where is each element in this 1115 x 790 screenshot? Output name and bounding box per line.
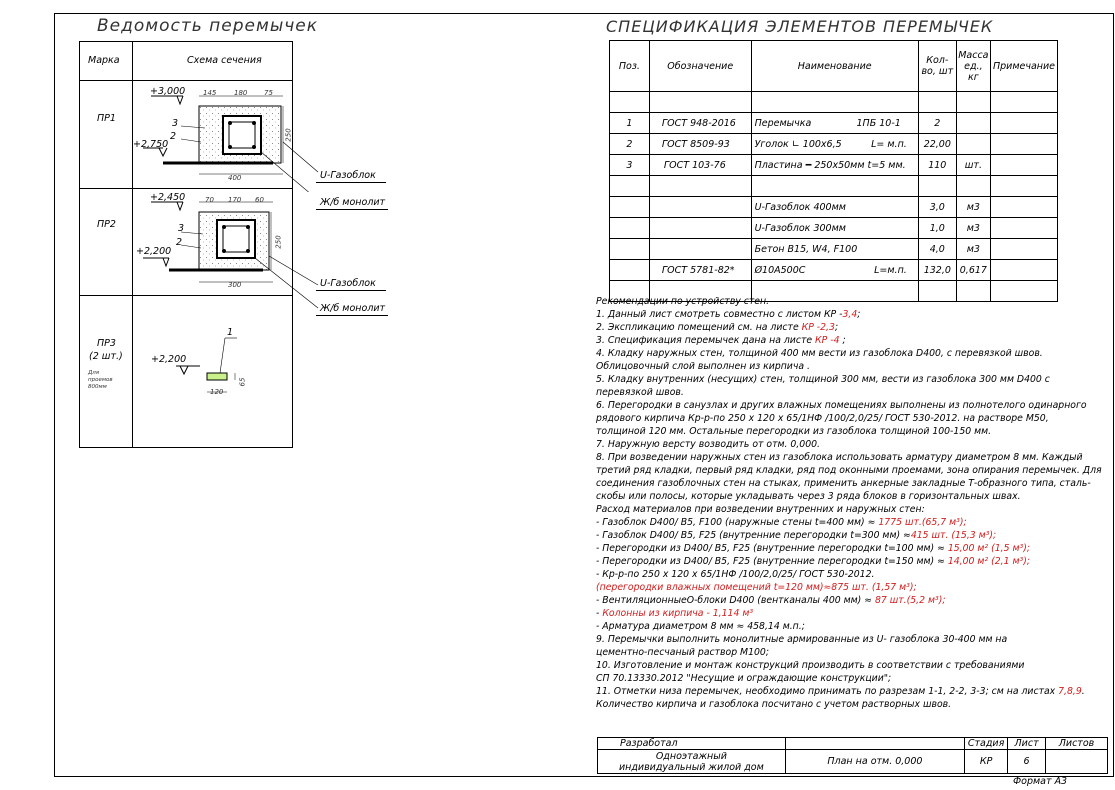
note-line: СП 70.13330.2012 "Несущие и ограждающие конструкции"; [596,673,892,684]
stamp-sheet-title: План на отм. 0,000 [785,750,964,774]
pr2-dim-total: 300 [228,281,242,289]
note-line: 4. Кладку наружных стен, толщиной 400 мм вести из газоблока D400, с перевязкой швов. [596,348,1043,359]
stamp-sheet: 6 [1008,750,1046,774]
pr2-callout-2: 2 [176,237,183,248]
mark-pr3-note: Для проемов 800мм [88,370,113,390]
table-row: U-Газоблок 300мм 1,0 м3 [610,218,1058,239]
note-line: 7. Наружную версту возводить от отм. 0,000. [596,439,820,450]
note-line: - Газоблок D400/ B5, F25 (внутренние перегородки t=300 мм) ≈415 шт. (15,3 м³); [596,530,997,541]
mark-pr3-qty: (2 шт.) [89,351,123,362]
note-line: перевязкой швов. [596,387,684,398]
note-line: 8. При возведении наружных стен из газоблока использовать арматуру диаметром 8 мм. Каждый [596,452,1083,463]
table-row: U-Газоблок 400мм 3,0 м3 [610,197,1058,218]
note-line: 5. Кладку внутренних (несущих) стен, толщиной 300 мм, вести из газоблока 300 мм D400 с [596,374,1050,385]
pr1-dim-height: 250 [284,128,293,142]
header-scheme: Схема сечения [187,55,262,66]
pr1-bottom-level: +2,750 [133,139,169,150]
note-line: Облицовочный слой выполнен из кирпича . [596,361,810,372]
spec-title: СПЕЦИФИКАЦИЯ ЭЛЕМЕНТОВ ПЕРЕМЫЧЕК [606,17,994,36]
pr2-callout-3: 3 [178,223,185,234]
note-line: - Арматура диаметром 8 мм ≈ 458,14 м.п.; [596,621,805,632]
note-line: толщиной 120 мм. Остальные перегородки из газоблока толщиной 100-150 мм. [596,426,992,437]
pr2-top-level: +2,450 [150,192,186,203]
pr2-label-block: U-Газоблок [320,278,376,289]
note-line: Расход материалов при возведении внутренних и наружных стен: [596,504,925,515]
note-line: 10. Изготовление и монтаж конструкций производить в соответствии с требованиями [596,660,1025,671]
pr2-dim-b: 170 [228,196,242,204]
format-label: Формат А3 [1013,776,1068,787]
pr1-dim-b: 180 [234,89,248,97]
pr2-dim-c: 60 [255,196,264,204]
note-line: скобы или полосы, которые укладывать через 3 ряда блоков в горизонтальных швах. [596,491,1021,502]
section-pr2-drawing [133,190,393,310]
mark-pr3: ПР3 [97,338,116,349]
pr1-dim-total: 400 [228,174,242,182]
note-line: - Перегородки из D400/ B5, F25 (внутренние перегородки t=100 мм) ≈ 15,00 м² (1,5 м³); [596,543,1030,554]
table-row: Бетон B15, W4, F100 4,0 м3 [610,239,1058,260]
lintel-schedule-title: Ведомость перемычек [97,16,319,36]
pr3-callout-1: 1 [227,327,234,338]
note-line: рядового кирпича Кр-р-по 250 x 120 x 65/1НФ /100/2,0/25/ ГОСТ 530-2012. на растворе М50, [596,413,1049,424]
note-line: 6. Перегородки в санузлах и других влажных помещениях выполнены из полнотелого одинарного [596,400,1087,411]
stamp-sheet-header: Лист [1008,738,1046,750]
pr1-callout-3: 3 [172,118,179,129]
note-line: - ВентиляционныеО-блоки D400 (вентканалы 400 мм) ≈ 87 шт.(5,2 м³); [596,595,946,606]
pr1-label-monolith: Ж/б монолит [320,197,386,208]
note-line: - Колонны из кирпича - 1,114 м³ [596,608,754,619]
note-line: 9. Перемычки выполнить монолитные армированные из U- газоблока 30-400 мм на [596,634,1008,645]
note-line: соединения газоблочных стен на стыках, применить анкерные закладные Т-образного типа, сталь- [596,478,1091,489]
table-row [610,92,1058,113]
spec-header-designation: Обозначение [649,41,751,92]
note-line: - Газоблок D400/ B5, F100 (наружные стены t=400 мм) ≈ 1775 шт.(65,7 м³); [596,517,967,528]
pr2-dim-height: 250 [274,235,283,249]
spec-header-mass: Масса ед., кг [956,41,990,92]
pr1-dim-c: 75 [264,89,273,97]
note-line: третий ряд кладки, первый ряд кладки, ряд под оконными проемами, зона опирания перемычек. Для [596,465,1102,476]
stamp-sheets-header: Листов [1046,738,1108,750]
pr1-label-block: U-Газоблок [320,170,376,181]
pr3-dim-height: 65 [238,377,247,387]
stamp-developed: Разработал [598,738,786,750]
table-row: 2 ГОСТ 8509-93 Уголок ∟ 100x6,5 L= м.п. 22,00 [610,134,1058,155]
spec-header-name: Наименование [751,41,918,92]
pr1-top-level: +3,000 [150,86,186,97]
stamp-stage: КР [965,750,1008,774]
spec-header-pos: Поз. [610,41,650,92]
table-row: 1 ГОСТ 948-2016 Перемычка 1ПБ 10-1 2 [610,113,1058,134]
title-block [597,737,1108,774]
note-line: Количество кирпича и газоблока посчитано с учетом растворных швов. [596,699,952,710]
stamp-project: Одноэтажный индивидуальный жилой дом [598,750,786,774]
mark-pr2: ПР2 [97,219,116,230]
pr2-bottom-level: +2,200 [136,246,172,257]
spec-header-note: Примечание [990,41,1057,92]
note-line: 11. Отметки низа перемычек, необходимо принимать по разрезам 1-1, 2-2, 3-3; см на листах 7,8,9. [596,686,1085,697]
notes-block [596,295,1111,711]
pr1-dim-a: 145 [203,89,217,97]
table-row: ГОСТ 5781-82* Ø10А500С L=м.п. 132,0 0,617 [610,260,1058,281]
note-line: цементно-песчаный раствор М100; [596,647,769,658]
pr2-dim-a: 70 [205,196,214,204]
header-mark: Марка [88,55,120,66]
stamp-stage-header: Стадия [965,738,1008,750]
mark-pr1: ПР1 [97,113,116,124]
stamp-sheets [1046,750,1108,774]
spec-header-qty: Кол-во, шт [918,41,956,92]
table-row [610,176,1058,197]
note-line: 3. Спецификация перемычек дана на листе КР -4 ; [596,335,846,346]
table-row: 3 ГОСТ 103-76 Пластина ━ 250x50мм t=5 мм. 110 шт. [610,155,1058,176]
note-line: 2. Экспликацию помещений см. на листе КР -2,3; [596,322,839,333]
pr3-dim-width: 120 [210,388,224,396]
pr1-callout-2: 2 [170,131,177,142]
note-line: (перегородки влажных помещений t=120 мм)≈875 шт. (1,57 м³); [596,582,917,593]
note-line: 1. Данный лист смотреть совместно с листом КР -3,4; [596,309,861,320]
pr2-label-monolith: Ж/б монолит [320,303,386,314]
note-line: - Перегородки из D400/ B5, F25 (внутренние перегородки t=150 мм) ≈ 14,00 м² (2,1 м³); [596,556,1030,567]
spec-table [609,40,1058,302]
note-line: Рекомендации по устройству стен. [596,296,770,307]
note-line: - Кр-р-по 250 x 120 x 65/1НФ /100/2,0/25/ ГОСТ 530-2012. [596,569,875,580]
pr3-level: +2,200 [151,354,187,365]
section-pr3-drawing [140,330,270,405]
